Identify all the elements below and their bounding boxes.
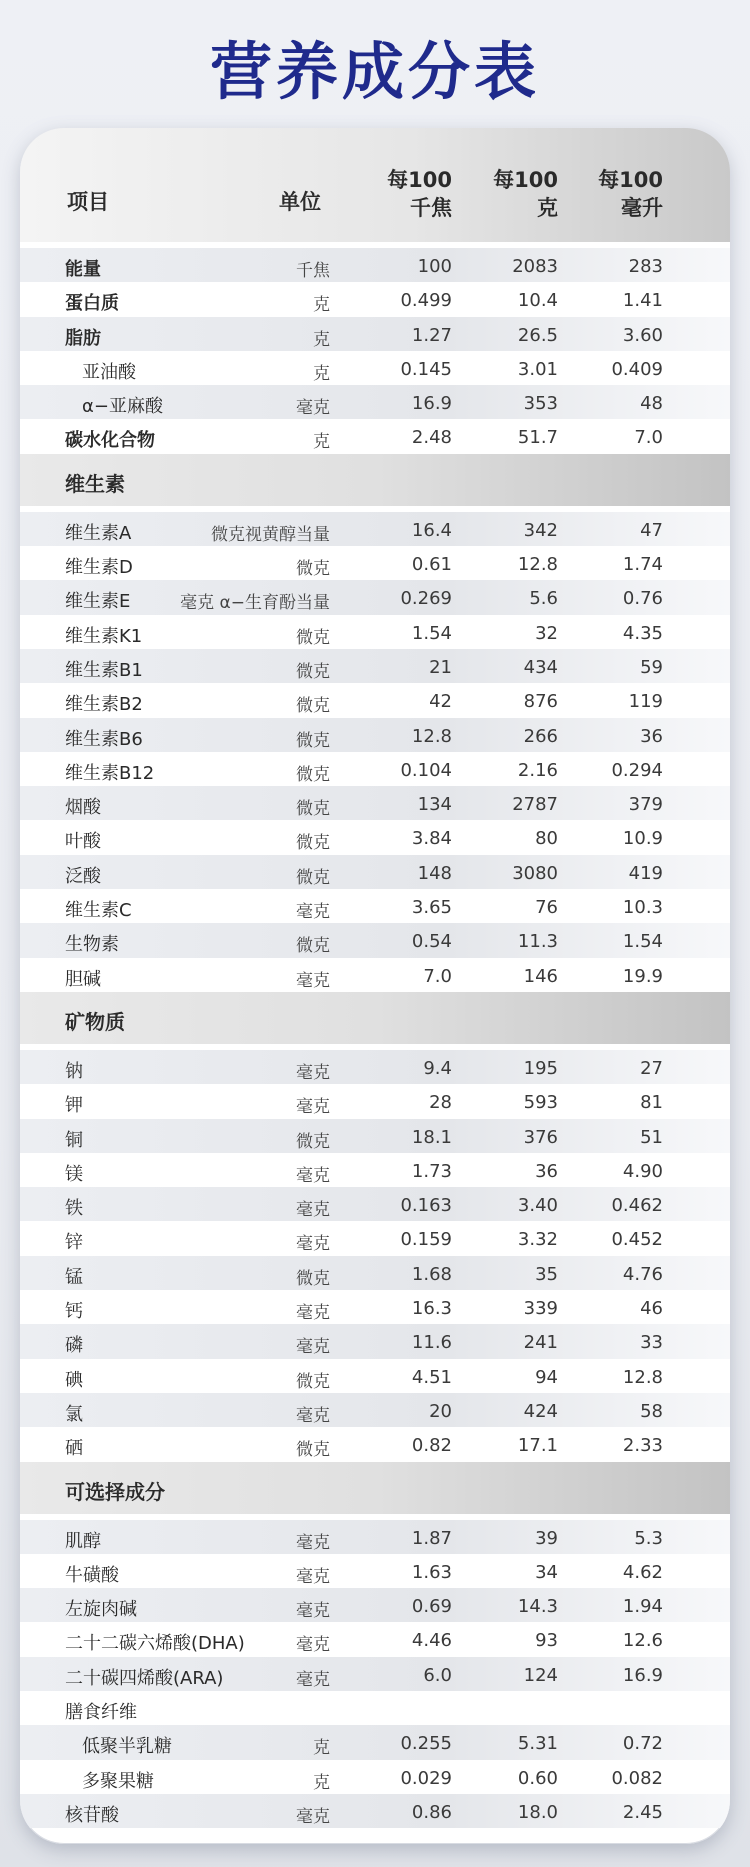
value-per-100-ml: 0.294 (611, 759, 663, 781)
nutrient-name: 牛磺酸 (65, 1564, 119, 1586)
value-per-100-g: 36 (535, 1160, 558, 1182)
nutrient-name: 泛酸 (65, 865, 101, 887)
table-row (20, 1588, 730, 1622)
nutrient-unit: 毫克 (296, 1601, 330, 1622)
section-title: 可选择成分 (65, 1479, 165, 1504)
value-per-100-ml: 16.9 (622, 1664, 663, 1686)
value-per-100-g: 339 (523, 1298, 558, 1320)
value-per-100-g: 3.40 (517, 1195, 558, 1217)
value-per-100-kj: 1.87 (411, 1527, 452, 1549)
value-per-100-kj: 100 (417, 256, 452, 277)
nutrient-name: 二十二碳六烯酸(DHA) (65, 1633, 245, 1655)
nutrient-name: 脂肪 (65, 327, 101, 349)
table-row (20, 1794, 730, 1828)
value-per-100-g: 12.8 (517, 554, 558, 576)
nutrient-unit: 毫克 (296, 1062, 330, 1083)
table-row (20, 317, 730, 351)
nutrient-unit: 克 (313, 363, 330, 384)
nutrient-unit: 微克 (296, 730, 330, 751)
value-per-100-kj: 1.27 (411, 324, 452, 346)
value-per-100-g: 0.60 (517, 1767, 558, 1789)
nutrient-name: 维生素B1 (65, 659, 143, 681)
table-row (20, 786, 730, 820)
header-unit: 单位 (279, 190, 321, 214)
value-per-100-g: 35 (535, 1263, 558, 1285)
value-per-100-ml: 19.9 (622, 965, 663, 987)
nutrient-name: 生物素 (65, 934, 119, 956)
value-per-100-g: 11.3 (517, 931, 558, 953)
value-per-100-kj: 12.8 (411, 725, 452, 747)
value-per-100-g: 93 (535, 1630, 558, 1652)
value-per-100-ml: 51 (640, 1126, 663, 1148)
value-per-100-g: 434 (523, 656, 558, 678)
nutrient-name: 锰 (65, 1266, 83, 1288)
value-per-100-kj: 9.4 (423, 1057, 452, 1079)
nutrient-unit: 毫克 (296, 1200, 330, 1221)
table-row (20, 1290, 730, 1324)
value-per-100-g: 51.7 (517, 427, 558, 449)
value-per-100-kj: 0.269 (400, 588, 452, 610)
value-per-100-kj: 7.0 (423, 965, 452, 987)
value-per-100-g: 18.0 (517, 1801, 558, 1823)
value-per-100-ml: 0.409 (611, 358, 663, 380)
value-per-100-kj: 0.029 (400, 1767, 452, 1789)
nutrient-unit: 微克 (296, 1268, 330, 1289)
table-row (20, 1691, 730, 1725)
value-per-100-kj: 16.3 (411, 1298, 452, 1320)
nutrient-unit: 克 (313, 295, 330, 316)
value-per-100-ml: 12.6 (622, 1630, 663, 1652)
value-per-100-ml: 48 (640, 393, 663, 415)
nutrient-name: 维生素C (65, 900, 132, 922)
value-per-100-ml: 1.54 (622, 931, 663, 953)
nutrient-unit: 毫克 (296, 970, 330, 991)
value-per-100-kj: 20 (429, 1400, 452, 1422)
value-per-100-g: 10.4 (517, 290, 558, 312)
section-header (20, 992, 730, 1044)
header-per-100-g: 每100 克 (493, 168, 558, 220)
value-per-100-ml: 81 (640, 1092, 663, 1114)
nutrient-name: 钙 (65, 1301, 83, 1323)
nutrient-unit: 毫克 (296, 1532, 330, 1553)
nutrient-name: 维生素K1 (65, 625, 143, 647)
nutrient-name: 核苷酸 (65, 1804, 119, 1826)
nutrient-unit: 微克 (296, 696, 330, 717)
table-row (20, 649, 730, 683)
section-title: 矿物质 (65, 1009, 125, 1034)
nutrient-name: α−亚麻酸 (82, 396, 163, 418)
value-per-100-ml: 10.9 (622, 828, 663, 850)
table-row (20, 923, 730, 957)
nutrient-name: 维生素B12 (65, 762, 155, 784)
nutrient-unit: 微克 (296, 1131, 330, 1152)
value-per-100-g: 94 (535, 1366, 558, 1388)
value-per-100-g: 146 (523, 965, 558, 987)
nutrient-name: 维生素A (65, 522, 132, 544)
value-per-100-kj: 0.499 (400, 290, 452, 312)
value-per-100-kj: 28 (429, 1092, 452, 1114)
value-per-100-ml: 1.41 (622, 290, 663, 312)
nutrient-unit: 毫克 (296, 902, 330, 923)
value-per-100-kj: 18.1 (411, 1126, 452, 1148)
table-header (20, 128, 730, 242)
value-per-100-ml: 4.35 (622, 622, 663, 644)
value-per-100-kj: 3.84 (411, 828, 452, 850)
value-per-100-ml: 283 (628, 256, 663, 277)
nutrient-name: 氯 (65, 1403, 83, 1425)
table-row (20, 351, 730, 385)
table-row (20, 1119, 730, 1153)
value-per-100-g: 2083 (512, 256, 558, 277)
value-per-100-kj: 16.4 (411, 519, 452, 541)
nutrient-name: 铁 (65, 1198, 83, 1220)
nutrient-name: 维生素B6 (65, 728, 143, 750)
table-row (20, 1427, 730, 1461)
value-per-100-ml: 2.45 (622, 1801, 663, 1823)
table-row (20, 1622, 730, 1656)
table-row (20, 1725, 730, 1759)
table-row (20, 958, 730, 992)
nutrient-unit: 微克 (296, 661, 330, 682)
value-per-100-g: 26.5 (517, 324, 558, 346)
nutrient-unit: 毫克 (296, 1669, 330, 1690)
value-per-100-kj: 134 (417, 794, 452, 816)
value-per-100-ml: 10.3 (622, 897, 663, 919)
value-per-100-g: 376 (523, 1126, 558, 1148)
value-per-100-g: 3080 (512, 862, 558, 884)
nutrient-name: 钠 (65, 1060, 83, 1082)
value-per-100-g: 2.16 (517, 759, 558, 781)
value-per-100-kj: 4.51 (411, 1366, 452, 1388)
value-per-100-ml: 58 (640, 1400, 663, 1422)
value-per-100-kj: 0.69 (411, 1596, 452, 1618)
nutrient-unit: 微克 (296, 627, 330, 648)
value-per-100-kj: 1.73 (411, 1160, 452, 1182)
value-per-100-g: 241 (523, 1332, 558, 1354)
table-row (20, 546, 730, 580)
value-per-100-kj: 11.6 (411, 1332, 452, 1354)
value-per-100-kj: 1.68 (411, 1263, 452, 1285)
value-per-100-kj: 21 (429, 656, 452, 678)
nutrient-name: 硒 (65, 1438, 83, 1460)
value-per-100-g: 424 (523, 1400, 558, 1422)
value-per-100-g: 32 (535, 622, 558, 644)
value-per-100-g: 593 (523, 1092, 558, 1114)
value-per-100-g: 2787 (512, 794, 558, 816)
table-row (20, 1256, 730, 1290)
nutrient-name: 钾 (65, 1095, 83, 1117)
value-per-100-kj: 4.46 (411, 1630, 452, 1652)
table-row (20, 683, 730, 717)
value-per-100-ml: 46 (640, 1298, 663, 1320)
nutrient-name: 碳水化合物 (65, 430, 155, 452)
table-row (20, 1153, 730, 1187)
nutrient-name: 锌 (65, 1232, 83, 1254)
nutrient-name: 左旋肉碱 (65, 1599, 137, 1621)
value-per-100-kj: 42 (429, 691, 452, 713)
value-per-100-g: 3.32 (517, 1229, 558, 1251)
value-per-100-kj: 3.65 (411, 897, 452, 919)
section-header (20, 454, 730, 506)
nutrient-unit: 微克 (296, 799, 330, 820)
nutrient-unit: 微克 (296, 764, 330, 785)
value-per-100-kj: 0.163 (400, 1195, 452, 1217)
value-per-100-g: 80 (535, 828, 558, 850)
nutrient-name: 多聚果糖 (82, 1770, 154, 1792)
nutrient-unit: 毫克 (296, 1566, 330, 1587)
value-per-100-kj: 0.61 (411, 554, 452, 576)
value-per-100-ml: 5.3 (634, 1527, 663, 1549)
nutrient-name: 烟酸 (65, 797, 101, 819)
value-per-100-g: 876 (523, 691, 558, 713)
value-per-100-g: 3.01 (517, 358, 558, 380)
value-per-100-ml: 7.0 (634, 427, 663, 449)
table-row (20, 385, 730, 419)
value-per-100-kj: 1.54 (411, 622, 452, 644)
nutrient-name: 二十碳四烯酸(ARA) (65, 1667, 224, 1689)
nutrient-unit: 克 (313, 1772, 330, 1793)
value-per-100-ml: 33 (640, 1332, 663, 1354)
value-per-100-ml: 27 (640, 1057, 663, 1079)
value-per-100-g: 342 (523, 519, 558, 541)
nutrient-unit: 毫克 (296, 1234, 330, 1255)
nutrient-name: 碘 (65, 1369, 83, 1391)
value-per-100-ml: 1.74 (622, 554, 663, 576)
value-per-100-g: 124 (523, 1664, 558, 1686)
value-per-100-g: 14.3 (517, 1596, 558, 1618)
table-row (20, 1657, 730, 1691)
nutrient-unit: 毫克 (296, 398, 330, 419)
value-per-100-ml: 59 (640, 656, 663, 678)
value-per-100-g: 39 (535, 1527, 558, 1549)
table-row (20, 580, 730, 614)
value-per-100-kj: 148 (417, 862, 452, 884)
value-per-100-g: 5.6 (529, 588, 558, 610)
value-per-100-kj: 0.255 (400, 1733, 452, 1755)
nutrient-name: 维生素D (65, 557, 133, 579)
value-per-100-g: 266 (523, 725, 558, 747)
value-per-100-ml: 379 (628, 794, 663, 816)
nutrient-unit: 微克 (296, 559, 330, 580)
header-item: 项目 (67, 190, 109, 214)
value-per-100-ml: 1.94 (622, 1596, 663, 1618)
value-per-100-ml: 12.8 (622, 1366, 663, 1388)
nutrient-unit: 微克 (296, 1371, 330, 1392)
value-per-100-kj: 6.0 (423, 1664, 452, 1686)
value-per-100-kj: 2.48 (411, 427, 452, 449)
table-row (20, 248, 730, 282)
nutrient-name: 肌醇 (65, 1530, 101, 1552)
nutrient-name: 维生素E (65, 591, 131, 613)
table-row (20, 1554, 730, 1588)
nutrient-name: 铜 (65, 1129, 83, 1151)
value-per-100-kj: 0.86 (411, 1801, 452, 1823)
table-row (20, 282, 730, 316)
table-row (20, 615, 730, 649)
header-per-100-kj: 每100 千焦 (387, 168, 452, 220)
table-row (20, 1084, 730, 1118)
value-per-100-ml: 4.62 (622, 1561, 663, 1583)
value-per-100-g: 76 (535, 897, 558, 919)
nutrient-unit: 毫克 (296, 1806, 330, 1827)
nutrient-name: 低聚半乳糖 (82, 1736, 172, 1758)
nutrient-name: 膳食纤维 (65, 1701, 137, 1723)
nutrient-unit: 微克 (296, 936, 330, 957)
nutrient-name: 胆碱 (65, 968, 101, 990)
value-per-100-g: 5.31 (517, 1733, 558, 1755)
table-row (20, 855, 730, 889)
nutrient-name: 维生素B2 (65, 694, 143, 716)
value-per-100-g: 195 (523, 1057, 558, 1079)
value-per-100-ml: 419 (628, 862, 663, 884)
nutrient-unit: 毫克 (296, 1165, 330, 1186)
table-row (20, 1359, 730, 1393)
nutrient-unit: 克 (313, 1738, 330, 1759)
value-per-100-g: 17.1 (517, 1435, 558, 1457)
table-body (20, 242, 730, 1828)
nutrient-name: 亚油酸 (82, 361, 136, 383)
value-per-100-ml: 3.60 (622, 324, 663, 346)
nutrient-unit: 微克 (296, 1440, 330, 1461)
value-per-100-kj: 16.9 (411, 393, 452, 415)
table-row (20, 1760, 730, 1794)
table-row (20, 419, 730, 453)
value-per-100-kj: 0.145 (400, 358, 452, 380)
nutrient-unit: 毫克 (296, 1337, 330, 1358)
value-per-100-kj: 0.159 (400, 1229, 452, 1251)
value-per-100-ml: 0.452 (611, 1229, 663, 1251)
table-row (20, 1324, 730, 1358)
value-per-100-ml: 0.76 (622, 588, 663, 610)
table-row (20, 1050, 730, 1084)
value-per-100-ml: 4.90 (622, 1160, 663, 1182)
table-row (20, 718, 730, 752)
table-row (20, 1187, 730, 1221)
nutrient-unit: 毫克 (296, 1635, 330, 1656)
nutrient-name: 蛋白质 (65, 293, 119, 315)
nutrient-unit: 克 (313, 329, 330, 350)
value-per-100-ml: 4.76 (622, 1263, 663, 1285)
nutrition-table (20, 128, 730, 1844)
section-header (20, 1462, 730, 1514)
value-per-100-ml: 0.082 (611, 1767, 663, 1789)
section-title: 维生素 (65, 471, 125, 496)
nutrient-unit: 千焦 (296, 261, 330, 281)
table-row (20, 512, 730, 546)
header-per-100-ml: 每100 毫升 (598, 168, 663, 220)
nutrient-unit: 微克视黄醇当量 (211, 524, 330, 545)
nutrient-unit: 毫克 (296, 1405, 330, 1426)
table-row (20, 752, 730, 786)
table-row (20, 820, 730, 854)
value-per-100-kj: 1.63 (411, 1561, 452, 1583)
nutrient-name: 叶酸 (65, 831, 101, 853)
value-per-100-ml: 0.462 (611, 1195, 663, 1217)
table-row (20, 889, 730, 923)
nutrient-unit: 毫克 α−生育酚当量 (180, 593, 330, 614)
value-per-100-ml: 47 (640, 519, 663, 541)
nutrient-unit: 毫克 (296, 1097, 330, 1118)
nutrient-name: 镁 (65, 1163, 83, 1185)
value-per-100-kj: 0.104 (400, 759, 452, 781)
page-title: 营养成分表 (209, 35, 540, 108)
value-per-100-ml: 119 (628, 691, 663, 713)
value-per-100-ml: 2.33 (622, 1435, 663, 1457)
value-per-100-g: 353 (523, 393, 558, 415)
table-row (20, 1221, 730, 1255)
nutrient-unit: 微克 (296, 867, 330, 888)
nutrient-name: 磷 (65, 1335, 83, 1357)
nutrient-unit: 微克 (296, 833, 330, 854)
nutrient-name: 能量 (65, 259, 101, 280)
value-per-100-g: 34 (535, 1561, 558, 1583)
value-per-100-ml: 36 (640, 725, 663, 747)
table-row (20, 1393, 730, 1427)
value-per-100-kj: 0.54 (411, 931, 452, 953)
value-per-100-ml: 0.72 (622, 1733, 663, 1755)
table-row (20, 1520, 730, 1554)
nutrient-unit: 毫克 (296, 1303, 330, 1324)
nutrient-unit: 克 (313, 432, 330, 453)
value-per-100-kj: 0.82 (411, 1435, 452, 1457)
